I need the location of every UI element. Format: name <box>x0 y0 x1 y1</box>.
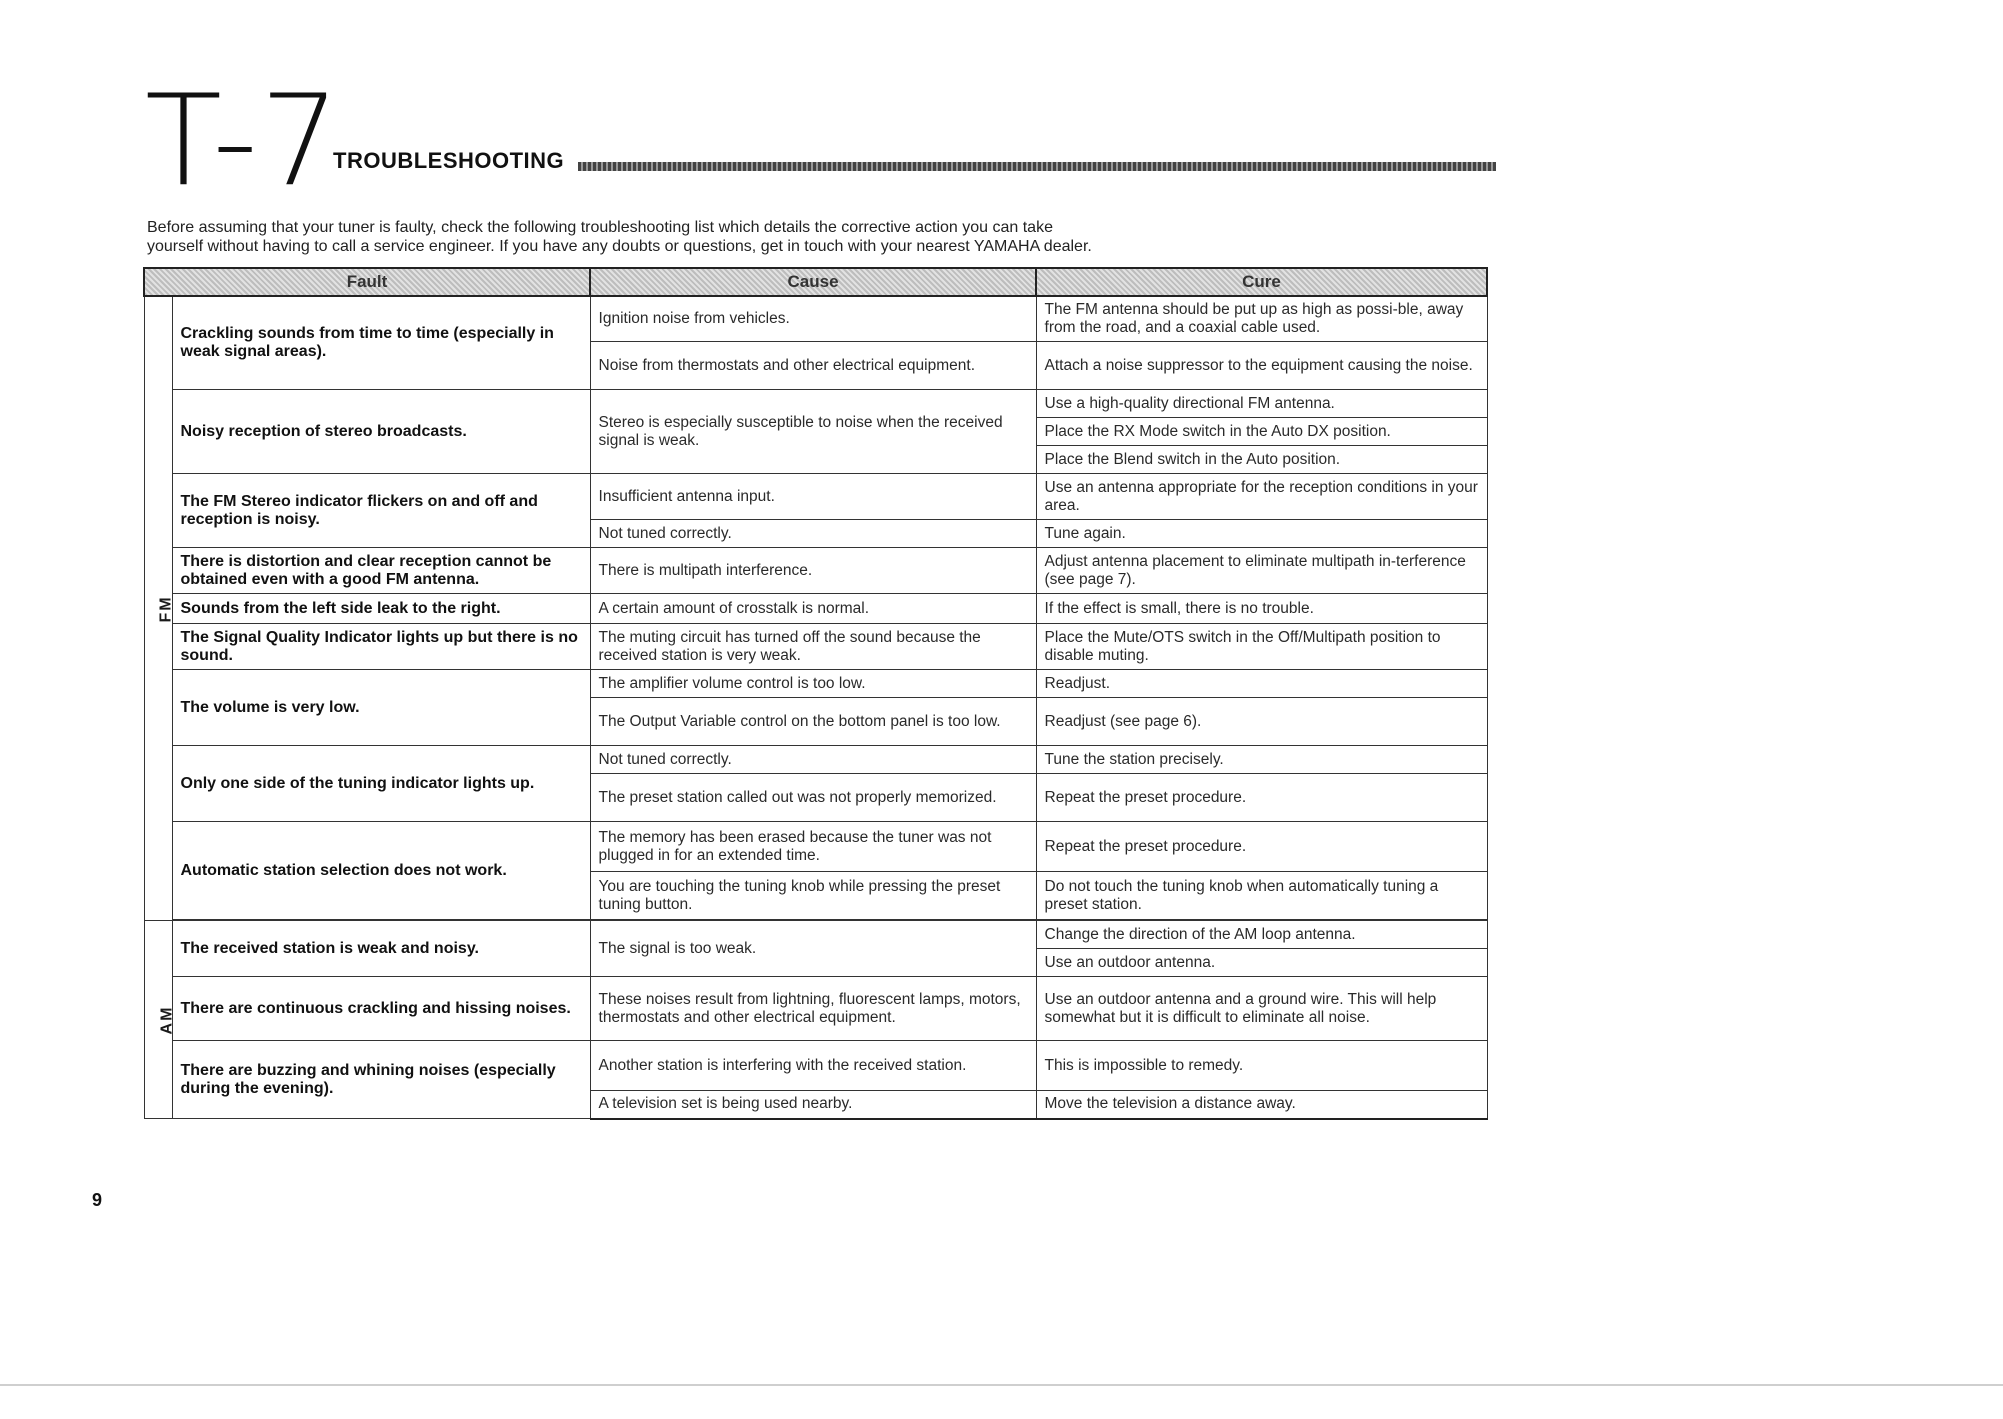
table-header-row <box>144 268 1487 296</box>
table-row <box>144 977 1487 1041</box>
fault-cell: Only one side of the tuning indicator lights up. <box>172 746 590 822</box>
cure-cell: Repeat the preset procedure. <box>1036 774 1487 822</box>
cause-cell: Noise from thermostats and other electrical equipment. <box>590 342 1036 390</box>
cause-cell: There is multipath interference. <box>590 548 1036 594</box>
intro-paragraph <box>147 218 1547 256</box>
cure-cell: If the effect is small, there is no trouble. <box>1036 594 1487 624</box>
band-label-fm: FM <box>144 296 172 921</box>
table-row <box>144 548 1487 594</box>
section-title: TROUBLESHOOTING <box>333 148 565 173</box>
cause-cell: A television set is being used nearby. <box>590 1091 1036 1119</box>
cause-cell: You are touching the tuning knob while pressing the preset tuning button. <box>590 872 1036 920</box>
fault-cell: Automatic station selection does not work. <box>172 822 590 920</box>
fault-cell: The volume is very low. <box>172 670 590 746</box>
cause-cell: Ignition noise from vehicles. <box>590 296 1036 342</box>
table-row <box>144 746 1487 774</box>
cause-cell: A certain amount of crosstalk is normal. <box>590 594 1036 624</box>
band-label-am: AM <box>144 921 172 1119</box>
cure-cell: Change the direction of the AM loop antenna. <box>1036 921 1487 949</box>
intro-line-1: Before assuming that your tuner is faulty, check the following troubleshooting list which details the corrective action you can take <box>147 219 1053 236</box>
cause-cell: The Output Variable control on the bottom panel is too low. <box>590 698 1036 746</box>
cure-cell: Use an outdoor antenna. <box>1036 949 1487 977</box>
cure-cell: Do not touch the tuning knob when automatically tuning a preset station. <box>1036 872 1487 920</box>
table-row <box>144 594 1487 624</box>
cause-cell: These noises result from lightning, fluorescent lamps, motors, thermostats and other electrical equipment. <box>590 977 1036 1041</box>
cure-cell: Use a high-quality directional FM antenna. <box>1036 390 1487 418</box>
cause-cell: The amplifier volume control is too low. <box>590 670 1036 698</box>
table-row <box>144 390 1487 418</box>
cure-cell: Adjust antenna placement to eliminate multipath in-terference (see page 7). <box>1036 548 1487 594</box>
cause-cell: Insufficient antenna input. <box>590 474 1036 520</box>
table-row <box>144 921 1487 949</box>
troubleshooting-table <box>143 267 1488 1120</box>
header-cure: Cure <box>1036 268 1487 296</box>
cause-cell: Not tuned correctly. <box>590 746 1036 774</box>
fault-cell: There are buzzing and whining noises (especially during the evening). <box>172 1041 590 1119</box>
fault-cell: There are continuous crackling and hissing noises. <box>172 977 590 1041</box>
title-rule <box>578 162 1496 171</box>
table-row <box>144 670 1487 698</box>
cure-cell: Tune again. <box>1036 520 1487 548</box>
table-row <box>144 624 1487 670</box>
cure-cell: Place the RX Mode switch in the Auto DX position. <box>1036 418 1487 446</box>
cure-cell: Readjust (see page 6). <box>1036 698 1487 746</box>
table-row <box>144 296 1487 342</box>
cure-cell: Use an antenna appropriate for the reception conditions in your area. <box>1036 474 1487 520</box>
fault-cell: The received station is weak and noisy. <box>172 921 590 977</box>
cure-cell: Place the Blend switch in the Auto position. <box>1036 446 1487 474</box>
cure-cell: Readjust. <box>1036 670 1487 698</box>
table-row <box>144 1041 1487 1091</box>
cause-cell: The muting circuit has turned off the sound because the received station is very weak. <box>590 624 1036 670</box>
fault-cell: Noisy reception of stereo broadcasts. <box>172 390 590 474</box>
header-cause: Cause <box>590 268 1036 296</box>
fault-cell: There is distortion and clear reception cannot be obtained even with a good FM antenna. <box>172 548 590 594</box>
bottom-rule <box>0 1384 2003 1386</box>
cure-cell: Tune the station precisely. <box>1036 746 1487 774</box>
table-row <box>144 474 1487 520</box>
cure-cell: This is impossible to remedy. <box>1036 1041 1487 1091</box>
cause-cell: The signal is too weak. <box>590 921 1036 977</box>
cause-cell: Another station is interfering with the received station. <box>590 1041 1036 1091</box>
cause-cell: Stereo is especially susceptible to noise when the received signal is weak. <box>590 390 1036 474</box>
cure-cell: Place the Mute/OTS switch in the Off/Multipath position to disable muting. <box>1036 624 1487 670</box>
fault-cell: Crackling sounds from time to time (especially in weak signal areas). <box>172 296 590 390</box>
cure-cell: Attach a noise suppressor to the equipment causing the noise. <box>1036 342 1487 390</box>
table-row <box>144 822 1487 872</box>
page-number: 9 <box>92 1190 103 1210</box>
cause-cell: Not tuned correctly. <box>590 520 1036 548</box>
fault-cell: The Signal Quality Indicator lights up but there is no sound. <box>172 624 590 670</box>
model-name: T-7 <box>145 67 343 214</box>
fault-cell: The FM Stereo indicator flickers on and off and reception is noisy. <box>172 474 590 548</box>
intro-line-2: yourself without having to call a service engineer. If you have any doubts or questions, get in touch with your nearest YAMAHA dealer. <box>147 238 1092 255</box>
fault-cell: Sounds from the left side leak to the right. <box>172 594 590 624</box>
cause-cell: The memory has been erased because the tuner was not plugged in for an extended time. <box>590 822 1036 872</box>
cure-cell: Move the television a distance away. <box>1036 1091 1487 1119</box>
cause-cell: The preset station called out was not properly memorized. <box>590 774 1036 822</box>
header-fault: Fault <box>144 268 590 296</box>
cure-cell: Repeat the preset procedure. <box>1036 822 1487 872</box>
cure-cell: The FM antenna should be put up as high as possi-ble, away from the road, and a coaxial cable used. <box>1036 296 1487 342</box>
cure-cell: Use an outdoor antenna and a ground wire. This will help somewhat but it is difficult to eliminate all noise. <box>1036 977 1487 1041</box>
